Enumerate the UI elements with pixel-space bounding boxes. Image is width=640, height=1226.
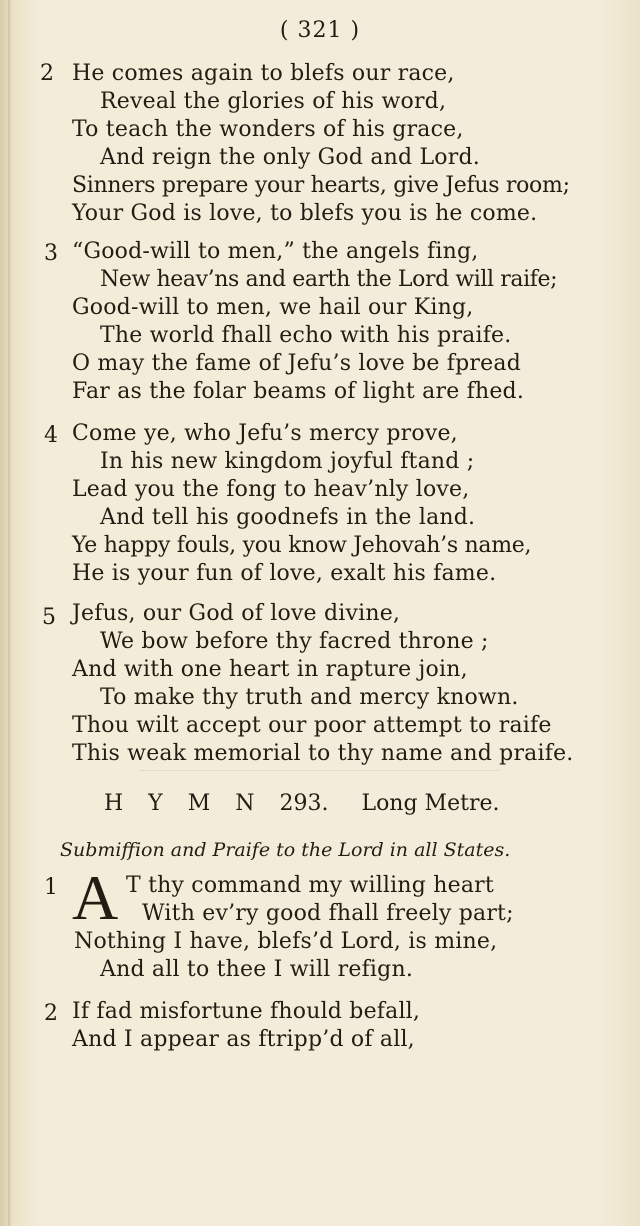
verse-line: And I appear as ftripp’d of all,	[72, 1027, 415, 1052]
verse-line: Reveal the glories of his word,	[100, 89, 447, 114]
page-gutter	[8, 0, 10, 1226]
verse-line: Lead you the fong to heav’nly love,	[72, 477, 470, 502]
page-number: ( 321 )	[279, 18, 361, 43]
hymn-metre: Long Metre.	[361, 791, 500, 816]
stanza-number: 5	[42, 605, 56, 630]
verse-line: And with one heart in rapture join,	[72, 657, 468, 682]
hymn-subtitle: Submiffion and Praife to the Lord in all States.	[60, 839, 511, 861]
verse-line: With ev’ry good fhall freely part;	[142, 901, 514, 926]
verse-line: T thy command my willing heart	[126, 873, 494, 898]
stanza-number: 3	[44, 241, 58, 266]
verse-line: Nothing I have, blefs’d Lord, is mine,	[74, 929, 498, 954]
verse-line: In his new kingdom joyful ftand ;	[100, 449, 475, 474]
hymn-heading	[104, 790, 499, 818]
hymn-label: H Y M N	[104, 791, 255, 816]
verse-line: Sinners prepare your hearts, give Jefus room;	[72, 173, 570, 198]
bleed-through-mark	[140, 770, 500, 771]
verse-line: Far as the folar beams of light are fhed.	[72, 379, 525, 404]
verse-line: This weak memorial to thy name and praife.	[72, 741, 574, 766]
stanza-number: 2	[44, 1001, 58, 1026]
verse-line: And all to thee I will refign.	[100, 957, 414, 982]
verse-line: And tell his goodnefs in the land.	[100, 505, 476, 530]
verse-line: New heav’ns and earth the Lord will raife;	[100, 267, 558, 292]
verse-line: If fad misfortune fhould befall,	[72, 999, 421, 1024]
verse-line: He comes again to blefs our race,	[72, 61, 455, 86]
verse-line: Good-will to men, we hail our King,	[72, 295, 474, 320]
verse-line: Jefus, our God of love divine,	[72, 601, 401, 626]
verse-line: He is your fun of love, exalt his fame.	[72, 561, 497, 586]
stanza-number: 1	[44, 875, 58, 900]
verse-line: To teach the wonders of his grace,	[72, 117, 464, 142]
verse-line: Your God is love, to blefs you is he come.	[72, 201, 538, 226]
verse-line: Thou wilt accept our poor attempt to raife	[72, 713, 552, 738]
verse-line: “Good-will to men,” the angels fing,	[72, 239, 479, 264]
verse-line: And reign the only God and Lord.	[100, 145, 480, 170]
drop-cap: A	[72, 862, 119, 933]
stanza-number: 4	[44, 423, 58, 448]
verse-line: The world fhall echo with his praife.	[100, 323, 512, 348]
verse-line: To make thy truth and mercy known.	[100, 685, 519, 710]
hymn-number: 293.	[279, 791, 329, 816]
verse-line: O may the fame of Jefu’s love be fpread	[72, 351, 521, 376]
stanza-number: 2	[40, 61, 54, 86]
verse-line: Come ye, who Jefu’s mercy prove,	[72, 421, 458, 446]
verse-line: We bow before thy facred throne ;	[100, 629, 489, 654]
verse-line: Ye happy fouls, you know Jehovah’s name,	[72, 533, 532, 558]
